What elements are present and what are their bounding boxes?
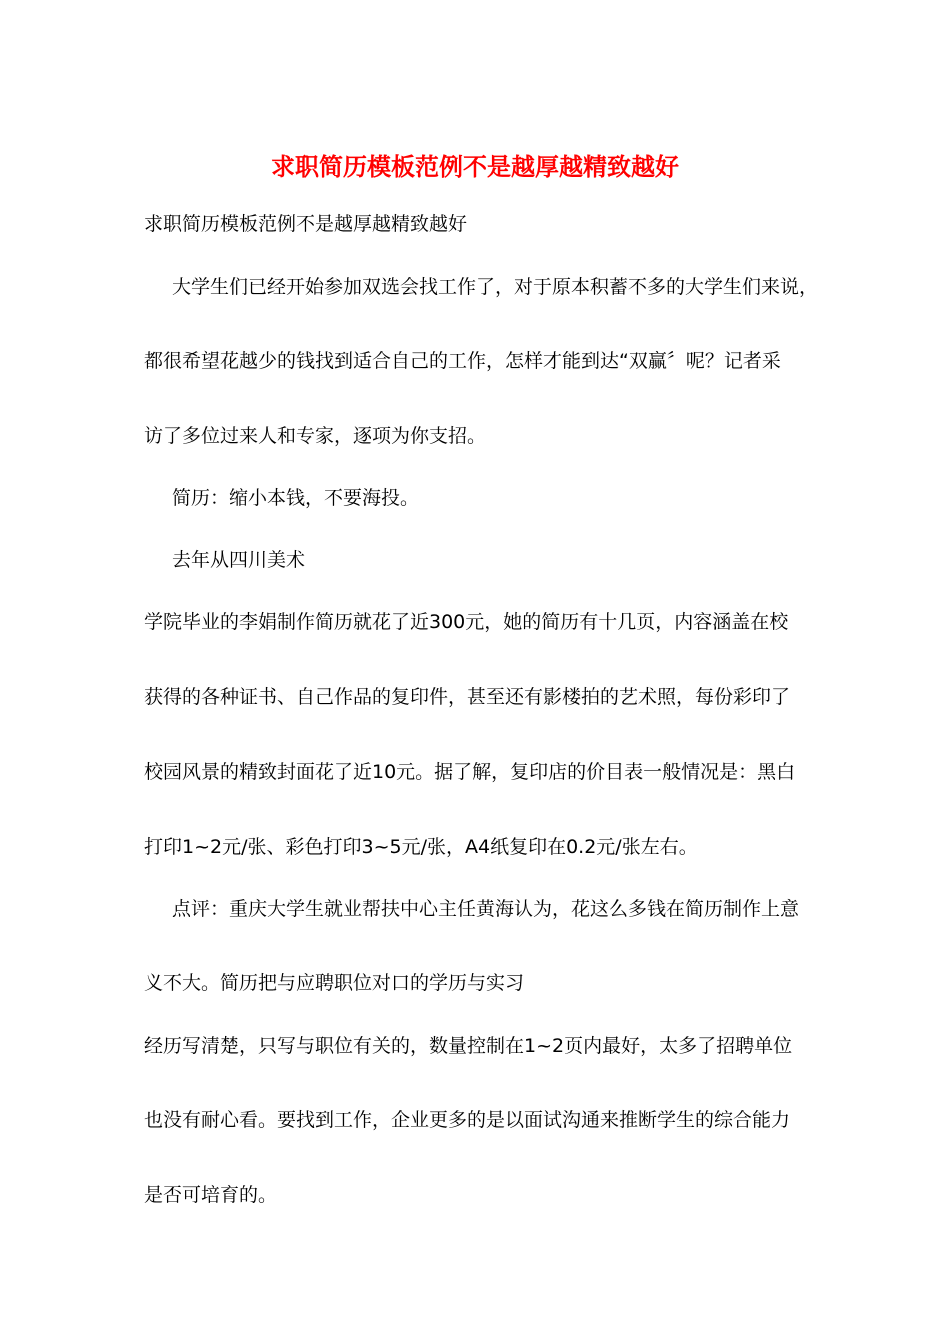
body-line: 是否可培育的。 xyxy=(144,1184,278,1206)
body-line: 大学生们已经开始参加双选会找工作了，对于原本积蓄不多的大学生们来说， xyxy=(172,276,819,298)
body-line: 校园风景的精致封面花了近10元。据了解，复印店的价目表一般情况是：黑白 xyxy=(144,761,796,783)
body-line: 义不大。简历把与应聘职位对口的学历与实习 xyxy=(144,972,525,994)
body-line: 访了多位过来人和专家，逐项为你支招。 xyxy=(144,425,487,447)
body-line: 去年从四川美术 xyxy=(172,549,306,571)
body-line: 经历写清楚，只写与职位有关的，数量控制在1~2页内最好，太多了招聘单位 xyxy=(144,1035,793,1057)
comment-line: 点评：重庆大学生就业帮扶中心主任黄海认为，花这么多钱在简历制作上意 xyxy=(172,898,800,920)
body-line: 打印1~2元/张、彩色打印3~5元/张，A4纸复印在0.2元/张左右。 xyxy=(144,836,698,858)
body-line: 学院毕业的李娟制作简历就花了近300元，她的简历有十几页，内容涵盖在校 xyxy=(144,611,789,633)
document-title: 求职简历模板范例不是越厚越精致越好 xyxy=(271,152,679,181)
body-line: 获得的各种证书、自己作品的复印件，甚至还有影楼拍的艺术照，每份彩印了 xyxy=(144,686,791,708)
subtitle-line: 求职简历模板范例不是越厚越精致越好 xyxy=(144,213,468,235)
body-line: 也没有耐心看。要找到工作，企业更多的是以面试沟通来推断学生的综合能力 xyxy=(144,1109,791,1131)
section-heading-resume: 简历：缩小本钱，不要海投。 xyxy=(172,487,420,509)
body-line: 都很希望花越少的钱找到适合自己的工作，怎样才能到达“双赢〞呢？记者采 xyxy=(144,350,781,372)
